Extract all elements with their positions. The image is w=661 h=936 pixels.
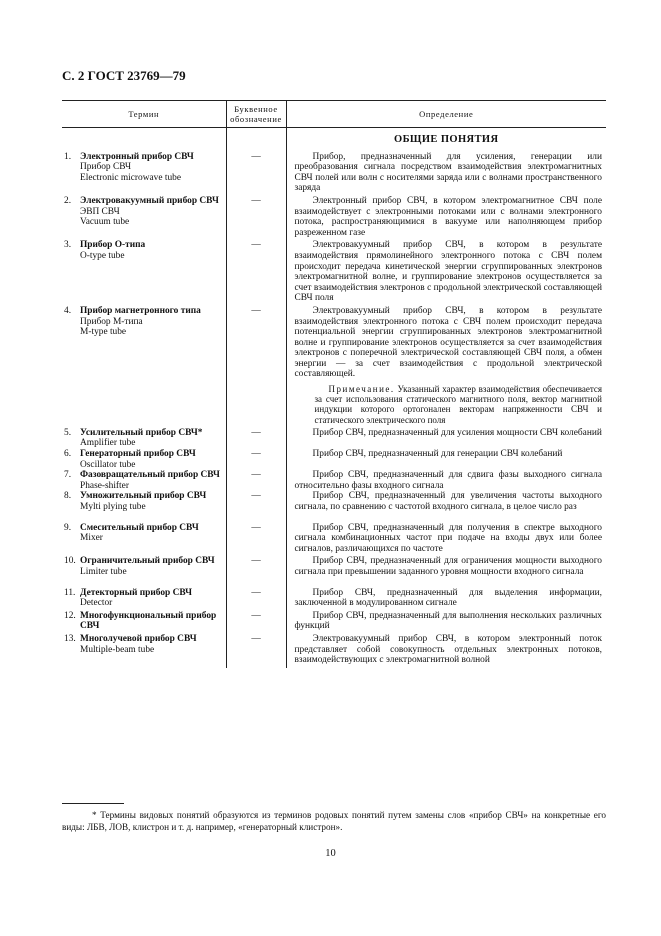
term-entry [62,470,226,491]
code-cell: — [226,449,286,470]
definition-text: Прибор СВЧ, предназначенный для выделения информации, заключенной в модулированном сигнале [294,587,602,609]
definition-cell [286,470,606,491]
term-cell [62,523,226,557]
term-number: 5. [64,427,72,438]
term-cell [62,449,226,470]
term-name: Многолучевой прибор СВЧ [80,633,197,644]
term-lines [80,428,226,449]
term-entry [62,491,226,512]
term-alias: Amplifier tube [80,438,136,449]
definition-cell [286,634,606,668]
section-title: ОБЩИЕ ПОНЯТИЯ [394,134,499,145]
definition-text: Прибор СВЧ, предназначенный для увеличения частоты выходного сигнала, по сравнению с частотой входного сигнала, в целое число раз [294,491,602,513]
definition-text: Прибор СВЧ, предназначенный для генерации СВЧ колебаний [312,449,563,460]
table-row [62,556,606,587]
table-row [62,449,606,470]
table-row [62,611,606,634]
term-lines [80,634,226,655]
term-cell [62,196,226,240]
term-number: 10. [64,556,76,567]
term-alias: Oscillator tube [80,459,136,470]
table-row [62,523,606,557]
definition-cell [286,611,606,634]
definition-cell [286,491,606,522]
note-label: Примечание. [328,384,395,395]
term-number: 8. [64,491,72,502]
footnote: * Термины видовых понятий образуются из терминов родовых понятий путем замены слов «прибор СВЧ» на конкретные его виды: ЛБВ, ЛОВ, клистрон и т. д. например, «генераторный клистрон». [62,810,606,832]
term-alias: Vacuum tube [80,217,130,228]
definition-cell [286,449,606,470]
term-lines [80,196,226,228]
definition-cell [286,196,606,240]
term-cell [62,611,226,634]
term-number: 9. [64,522,72,533]
definition-cell [286,152,606,196]
section-row [62,128,606,152]
definition-cell [286,588,606,611]
term-cell [62,556,226,587]
code-cell: — [226,152,286,196]
term-entry [62,240,226,261]
term-name: Генераторный прибор СВЧ [80,449,196,460]
term-name: Ограничительный прибор СВЧ [80,556,215,567]
term-entry [62,588,226,609]
term-number: 4. [64,305,72,316]
code-cell: — [226,306,286,428]
term-alias: M-type tube [80,327,127,338]
term-alias: Прибор СВЧ [80,162,132,173]
term-lines [80,523,226,544]
term-name: Умножительный прибор СВЧ [80,491,207,502]
terms-table [62,100,606,668]
term-number: 7. [64,470,72,481]
column-header-term: Термин [62,101,226,128]
term-number: 6. [64,449,72,460]
definition-cell [286,240,606,306]
term-name: Фазовращательный прибор СВЧ [80,470,220,481]
definition-cell [286,556,606,587]
code-cell: — [226,523,286,557]
term-entry [62,556,226,577]
definition-text: Прибор СВЧ, предназначенный для выполнения нескольких различных функций [294,610,602,632]
table-body [62,128,606,668]
term-number: 2. [64,195,72,206]
term-name: Усилительный прибор СВЧ* [80,427,203,438]
definition-text: Прибор, предназначенный для усиления, генерации или преобразования сигнала посредством взаимодействия электромагнитных СВЧ полей или волн с носителями заряда или с волнами пространственного заряда [294,151,602,194]
code-cell: — [226,588,286,611]
table-row [62,306,606,428]
column-header-definition: Определение [286,101,606,128]
term-cell [62,470,226,491]
term-lines [80,306,226,338]
note-text: Указанный характер взаимодействия обеспечивается за счет использования статического магнитного поля, вектор магнитной индукции которого ортогонален векторам напряженности СВЧ и статического электрического поля [314,384,602,425]
table-row [62,588,606,611]
page-number: 10 [325,848,336,859]
term-number: 3. [64,240,72,251]
definition-text: Прибор СВЧ, предназначенный для получения в спектре выходного сигнала комбинационных частот при подаче на входы двух или более сигналов, различающихся по частоте [294,522,602,554]
term-entry [62,306,226,338]
term-lines [80,470,226,491]
term-alias: Mylti plying tube [80,502,146,513]
term-lines [80,588,226,609]
term-entry [62,152,226,184]
code-cell: — [226,491,286,522]
definition-note [287,382,607,428]
definition-text: Прибор СВЧ, предназначенный для усиления мощности СВЧ колебаний [312,427,602,438]
term-number: 11. [64,587,76,598]
term-number: 12. [64,610,76,621]
table-row [62,428,606,449]
term-lines [80,449,226,470]
term-lines [80,611,226,632]
term-entry [62,449,226,470]
term-name: Прибор О-типа [80,240,146,251]
table-header-row [62,101,606,128]
term-cell [62,428,226,449]
code-cell: — [226,428,286,449]
term-name: Смесительный прибор СВЧ [80,522,199,533]
code-cell: — [226,611,286,634]
term-name: Прибор магнетронного типа [80,305,201,316]
term-alias: ЭВП СВЧ [80,206,120,217]
code-cell: — [226,240,286,306]
term-lines [80,556,226,577]
table-row [62,470,606,491]
page-header: С. 2 ГОСТ 23769—79 [62,68,186,83]
term-number: 13. [64,633,76,644]
table-row [62,196,606,240]
table-row [62,491,606,522]
footnote-divider [62,803,124,804]
definition-cell [286,306,606,428]
term-name: Многофункциональный прибор СВЧ [80,610,217,632]
code-cell: — [226,470,286,491]
term-lines [80,491,226,512]
definition-cell [286,523,606,557]
code-cell: — [226,556,286,587]
term-name: Детекторный прибор СВЧ [80,587,193,598]
term-number: 1. [64,151,72,162]
term-alias: Phase-shifter [80,480,129,491]
definition-text: Прибор СВЧ, предназначенный для ограничения мощности выходного сигнала при превышении заданного уровня мощности входного сигнала [294,556,602,577]
definition-text: Электровакуумный прибор СВЧ, в котором в результате взаимодействия электронного потока с СВЧ полем происходит передача потенциальной энергии сгруппированных электронов электромагнитной волне и группирование электронов осуществляется за счет взаимодействия электронов с поперечной электрической составляющей СВЧ поля, а обмен энергии — за счет взаимодействия с продольной электрической составляющей. [294,305,602,380]
table-row [62,152,606,196]
term-entry [62,634,226,655]
term-cell [62,240,226,306]
code-cell: — [226,196,286,240]
table-row [62,240,606,306]
column-header-code: Буквенное обозначение [226,101,286,128]
term-cell [62,634,226,668]
term-lines [80,152,226,184]
definition-text: Электровакуумный прибор СВЧ, в котором в результате взаимодействия прямолинейного электронного потока с СВЧ полем происходит передача кинетической энергии сгруппированных электронов электромагнитной волне, и группирование электронов осуществляется за счет взаимодействия электронов с продольной электрической составляющей СВЧ поля [294,240,602,304]
term-entry [62,523,226,544]
term-alias: Mixer [80,533,103,544]
table-row [62,634,606,668]
term-name: Электровакуумный прибор СВЧ [80,195,219,206]
term-alias: Multiple-beam tube [80,644,155,655]
term-entry [62,196,226,228]
definition-text: Электровакуумный прибор СВЧ, в котором электронный поток представляет собой совокупность отдельных электронных потоков, взаимодействующих с электромагнитной волной [294,633,602,666]
term-alias: Прибор М-типа [80,316,143,327]
definition-cell [286,428,606,449]
term-name: Электронный прибор СВЧ [80,151,194,162]
term-cell [62,588,226,611]
term-cell [62,152,226,196]
term-alias: Electronic microwave tube [80,172,181,183]
term-cell [62,306,226,428]
term-entry [62,428,226,449]
definition-text: Электронный прибор СВЧ, в котором электромагнитное СВЧ поле взаимодействует с электронными потоками или с волнами электронного потока, распространяющимися в вакууме или наполняющем прибор разреженном газе [294,195,602,238]
term-alias: Limiter tube [80,567,127,577]
term-lines [80,240,226,261]
term-alias: Detector [80,598,113,609]
code-cell: — [226,634,286,668]
definition-text: Прибор СВЧ, предназначенный для сдвига фазы выходного сигнала относительно фазы входного сигнала [294,470,602,491]
term-cell [62,491,226,522]
term-alias: O-type tube [80,250,125,261]
term-entry [62,611,226,632]
